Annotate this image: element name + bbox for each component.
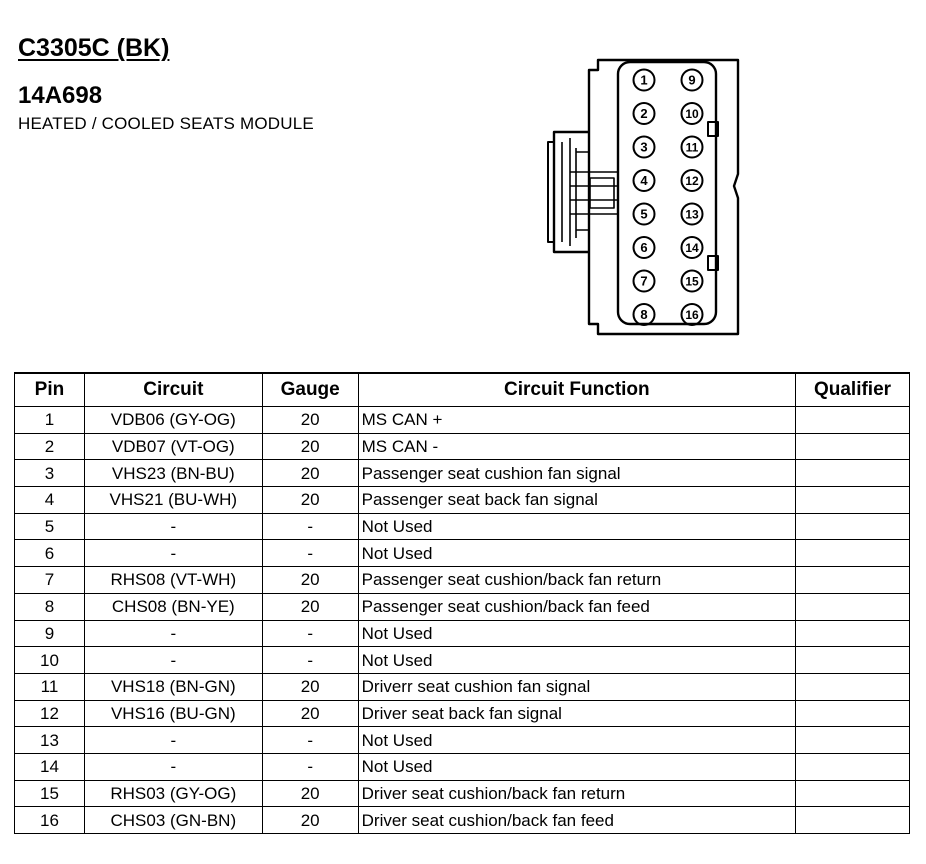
cell-circuit: VHS18 (BN-GN) <box>84 673 262 700</box>
cell-qualifier <box>796 567 910 594</box>
cell-qualifier <box>796 673 910 700</box>
table-row <box>15 673 910 700</box>
cell-function: MS CAN + <box>358 407 795 434</box>
cell-pin: 2 <box>15 433 85 460</box>
table-row <box>15 700 910 727</box>
cell-function: Passenger seat back fan signal <box>358 487 795 514</box>
cell-circuit: - <box>84 620 262 647</box>
cell-circuit: VHS23 (BN-BU) <box>84 460 262 487</box>
header-pin: Pin <box>15 373 85 407</box>
cell-circuit: - <box>84 647 262 674</box>
cell-pin: 15 <box>15 780 85 807</box>
pin-number-label: 16 <box>685 308 699 323</box>
cell-pin: 14 <box>15 753 85 780</box>
connector-face-diagram <box>546 52 746 342</box>
table-row <box>15 513 910 540</box>
cell-gauge: 20 <box>262 433 358 460</box>
cell-circuit: VDB07 (VT-OG) <box>84 433 262 460</box>
cell-gauge: - <box>262 540 358 567</box>
cell-pin: 8 <box>15 593 85 620</box>
cell-qualifier <box>796 540 910 567</box>
table-row <box>15 727 910 754</box>
cell-pin: 4 <box>15 487 85 514</box>
cell-circuit: - <box>84 753 262 780</box>
cell-circuit: CHS08 (BN-YE) <box>84 593 262 620</box>
cell-pin: 1 <box>15 407 85 434</box>
cell-qualifier <box>796 620 910 647</box>
table-row <box>15 540 910 567</box>
pin-number-label: 14 <box>685 241 699 256</box>
cell-gauge: 20 <box>262 593 358 620</box>
cell-pin: 6 <box>15 540 85 567</box>
cell-qualifier <box>796 700 910 727</box>
cell-pin: 7 <box>15 567 85 594</box>
pin-number-label: 7 <box>640 273 648 289</box>
cell-circuit: RHS08 (VT-WH) <box>84 567 262 594</box>
pin-number-label: 12 <box>685 174 699 189</box>
cell-function: Passenger seat cushion/back fan feed <box>358 593 795 620</box>
cell-pin: 13 <box>15 727 85 754</box>
cell-circuit: CHS03 (GN-BN) <box>84 807 262 834</box>
cell-function: Driver seat cushion/back fan feed <box>358 807 795 834</box>
cell-pin: 5 <box>15 513 85 540</box>
cell-function: Not Used <box>358 620 795 647</box>
cell-qualifier <box>796 460 910 487</box>
pin-number-label: 8 <box>640 307 648 323</box>
cell-qualifier <box>796 753 910 780</box>
cell-function: Not Used <box>358 753 795 780</box>
cell-gauge: 20 <box>262 700 358 727</box>
cell-qualifier <box>796 487 910 514</box>
cell-circuit: VHS16 (BU-GN) <box>84 700 262 727</box>
pin-number-label: 2 <box>640 106 648 122</box>
cell-gauge: 20 <box>262 487 358 514</box>
table-row <box>15 647 910 674</box>
cell-qualifier <box>796 593 910 620</box>
table-header-row <box>15 373 910 407</box>
cell-qualifier <box>796 727 910 754</box>
table-row <box>15 433 910 460</box>
table-row <box>15 567 910 594</box>
pin-number-label: 13 <box>685 207 699 222</box>
cell-qualifier <box>796 513 910 540</box>
connector-latch <box>554 132 589 252</box>
pin-number-label: 9 <box>688 72 696 88</box>
cell-function: Driver seat cushion/back fan return <box>358 780 795 807</box>
cell-pin: 3 <box>15 460 85 487</box>
table-row <box>15 620 910 647</box>
header-circuit-function: Circuit Function <box>358 373 795 407</box>
cell-function: Driverr seat cushion fan signal <box>358 673 795 700</box>
pin-number-label: 1 <box>640 72 648 88</box>
cell-gauge: 20 <box>262 460 358 487</box>
cell-qualifier <box>796 407 910 434</box>
table-row <box>15 593 910 620</box>
module-name: HEATED / COOLED SEATS MODULE <box>18 114 314 133</box>
cell-function: Not Used <box>358 513 795 540</box>
cell-gauge: - <box>262 753 358 780</box>
header-qualifier: Qualifier <box>796 373 910 407</box>
cell-circuit: VDB06 (GY-OG) <box>84 407 262 434</box>
cell-qualifier <box>796 647 910 674</box>
cell-pin: 10 <box>15 647 85 674</box>
pin-number-label: 3 <box>640 139 648 155</box>
cell-pin: 11 <box>15 673 85 700</box>
header-circuit: Circuit <box>84 373 262 407</box>
cell-circuit: - <box>84 513 262 540</box>
header-gauge: Gauge <box>262 373 358 407</box>
table-row <box>15 487 910 514</box>
cell-gauge: 20 <box>262 780 358 807</box>
pin-number-label: 11 <box>685 140 699 155</box>
table-row <box>15 460 910 487</box>
pin-number-label: 10 <box>685 107 699 122</box>
table-row <box>15 753 910 780</box>
cell-function: Passenger seat cushion fan signal <box>358 460 795 487</box>
table-row <box>15 807 910 834</box>
connector-title: C3305C (BK) <box>18 34 170 62</box>
cell-qualifier <box>796 433 910 460</box>
cell-gauge: 20 <box>262 567 358 594</box>
cell-gauge: - <box>262 620 358 647</box>
cell-circuit: - <box>84 727 262 754</box>
cell-function: Driver seat back fan signal <box>358 700 795 727</box>
cell-gauge: - <box>262 513 358 540</box>
table-row <box>15 407 910 434</box>
cell-pin: 9 <box>15 620 85 647</box>
cell-gauge: 20 <box>262 673 358 700</box>
cell-function: Not Used <box>358 540 795 567</box>
pin-number-label: 5 <box>640 206 648 222</box>
cell-circuit: - <box>84 540 262 567</box>
cell-gauge: - <box>262 647 358 674</box>
cell-function: Not Used <box>358 727 795 754</box>
cell-pin: 12 <box>15 700 85 727</box>
pin-number-label: 4 <box>640 173 648 189</box>
part-number: 14A698 <box>18 82 103 109</box>
cell-qualifier <box>796 807 910 834</box>
cell-pin: 16 <box>15 807 85 834</box>
table-row <box>15 780 910 807</box>
cell-qualifier <box>796 780 910 807</box>
pin-number-label: 6 <box>640 240 648 256</box>
cell-gauge: 20 <box>262 407 358 434</box>
cell-function: Passenger seat cushion/back fan return <box>358 567 795 594</box>
cell-gauge: - <box>262 727 358 754</box>
pin-number-label: 15 <box>685 274 699 289</box>
cell-function: Not Used <box>358 647 795 674</box>
cell-circuit: RHS03 (GY-OG) <box>84 780 262 807</box>
cell-gauge: 20 <box>262 807 358 834</box>
pin-table <box>14 372 910 834</box>
cell-function: MS CAN - <box>358 433 795 460</box>
cell-circuit: VHS21 (BU-WH) <box>84 487 262 514</box>
